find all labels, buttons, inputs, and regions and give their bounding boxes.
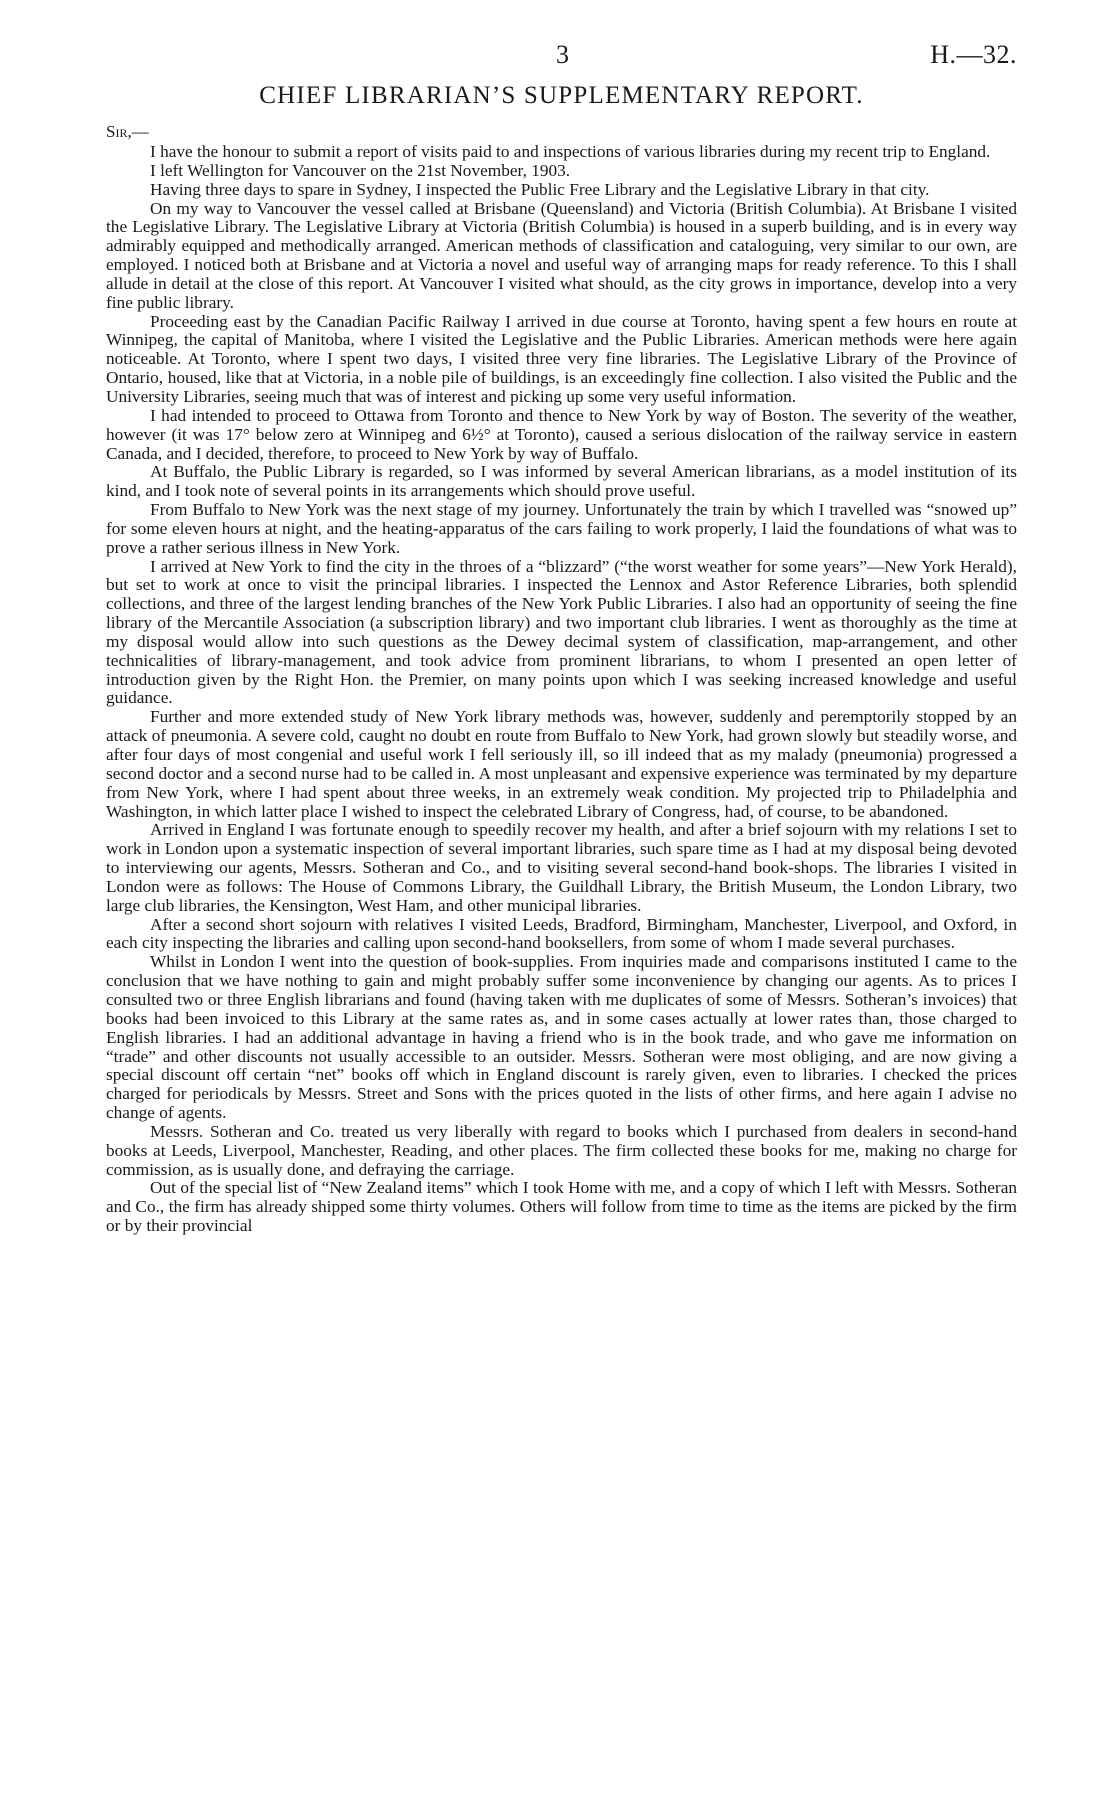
paragraph-buffalo: At Buffalo, the Public Library is regarded, so I was informed by several American librarians, as a model institution of its kind, and I took note of several points in its arrangements which should prove useful.	[106, 462, 1017, 501]
paragraph-sotheran: Messrs. Sotheran and Co. treated us very liberally with regard to books which I purchased from dealers in second-hand books at Leeds, Liverpool, Manchester, Reading, and other places. The firm collected these books for me, making no charge for commission, as is usually done, and defraying the carriage.	[106, 1121, 1017, 1179]
paragraph-toronto: Proceeding east by the Canadian Pacific Railway I arrived in due course at Toronto, having spent a few hours en route at Winnipeg, the capital of Manitoba, where I visited the Legislative and the Public Libraries. American methods were here again noticeable. At Toronto, where I spent two days, I visited three very fine libraries. The Legislative Library of the Province of Ontario, housed, like that at Victoria, in a noble pile of buildings, is an exceedingly fine collection. I also visited the Public and the University Libraries, seeing much that was of interest and picking up some very useful information.	[106, 311, 1017, 406]
paragraph-route-change: I had intended to proceed to Ottawa from Toronto and thence to New York by way of Boston. The severity of the weather, however (it was 17° below zero at Winnipeg and 6½° at Toronto), caused a serious dislocation of the railway service in eastern Canada, and I decided, therefore, to proceed to New York by way of Buffalo.	[106, 405, 1017, 463]
paragraph-book-supplies: Whilst in London I went into the question of book-supplies. From inquiries made and comparisons instituted I came to the conclusion that we have nothing to gain and might probably suffer some inconvenience by changing our agents. As to prices I consulted two or three English librarians and found (having taken with me duplicates of some of Messrs. Sotheran’s invoices) that books had been invoiced to this Library at the same rates as, and in some cases actually at lower rates than, those charged to English libraries. I had an additional advantage in having a friend who is in the book trade, and who gave me information on “trade” and other discounts not usually accessible to an outsider. Messrs. Sotheran were most obliging, and are now giving a special discount off certain “net” books off which in England discount is rarely given, even to libraries. I checked the prices charged for periodicals by Messrs. Street and Sons with the prices quoted in the lists of other firms, and here again I advise no change of agents.	[106, 952, 1017, 1123]
paragraph-provinces: After a second short sojourn with relatives I visited Leeds, Bradford, Birmingham, Manchester, Liverpool, and Oxford, in each city inspecting the libraries and calling upon second-hand booksellers, from some of whom I made several purchases.	[106, 914, 1017, 953]
document-reference: H.—32.	[930, 40, 1017, 69]
paragraph-intro: I have the honour to submit a report of visits paid to and inspections of various libraries during my recent trip to England.	[150, 142, 991, 161]
paragraph-illness: Further and more extended study of New York library methods was, however, suddenly and peremptorily stopped by an attack of pneumonia. A severe cold, caught no doubt en route from Buffalo to New York, had grown slowly but steadily worse, and after four days of most congenial and useful work I fell seriously ill, so ill indeed that as my malady (pneumonia) progressed a second doctor and a second nurse had to be called in. A most unpleasant and expensive experience was terminated by my departure from New York, where I had spent about three weeks, in an extremely weak condition. My projected trip to Philadelphia and Washington, in which latter place I wished to inspect the celebrated Library of Congress, had, of course, to be abandoned.	[106, 707, 1017, 821]
paragraph-new-york: I arrived at New York to find the city in the throes of a “blizzard” (“the worst weather for some years”—New York Herald), but set to work at once to visit the principal libraries. I inspected the Lennox and Astor Reference Libraries, both splendid collections, and three of the largest lending branches of the New York Public Libraries. I also had an opportunity of seeing the fine library of the Mercantile Association (a subscription library) and two important club libraries. I went as thoroughly as the time at my disposal would allow into such questions as the Dewey decimal system of classification, map-arrangement, and other technicalities of library-management, and took advice from prominent librarians, to whom I presented an open letter of introduction given by the Right Hon. the Premier, on many points upon which I was seeking increased knowledge and useful guidance.	[106, 556, 1017, 708]
page-number: 3	[556, 40, 569, 69]
report-page	[106, 40, 1017, 1236]
paragraph-brisbane-victoria: On my way to Vancouver the vessel called at Brisbane (Queensland) and Victoria (British Columbia). At Brisbane I visited the Legislative Library. The Legislative Library at Victoria (British Columbia) is housed in a superb building, and is in every way admirably equipped and methodically arranged. American methods of classification and cataloguing, very similar to our own, are employed. I noticed both at Brisbane and at Victoria a novel and useful way of arranging maps for ready reference. To this I shall allude in detail at the close of this report. At Vancouver I visited what should, as the city grows in importance, develop into a very fine public library.	[106, 198, 1017, 312]
paragraph-nz-items: Out of the special list of “New Zealand items” which I took Home with me, and a copy of which I left with Messrs. Sotheran and Co., the firm has already shipped some thirty volumes. Others will follow from time to time as the items are picked by the firm or by their provincial	[106, 1178, 1017, 1236]
paragraph-departure: I left Wellington for Vancouver on the 21st November, 1903.	[150, 160, 571, 180]
paragraph-sydney: Having three days to spare in Sydney, I inspected the Public Free Library and the Legislative Library in that city.	[150, 179, 930, 199]
report-body	[106, 143, 1017, 1236]
paragraph-journey: From Buffalo to New York was the next stage of my journey. Unfortunately the train by which I travelled was “snowed up” for some eleven hours at night, and the heating-apparatus of the cars failing to work properly, I laid the foundations of what was to prove a rather serious illness in New York.	[106, 500, 1017, 557]
running-header	[106, 40, 1017, 74]
paragraph-england: Arrived in England I was fortunate enough to speedily recover my health, and after a brief sojourn with my relations I set to work in London upon a systematic inspection of several important libraries, such spare time as I had at my disposal being devoted to interviewing our agents, Messrs. Sotheran and Co., and to visiting several second-hand book-shops. The libraries I visited in London were as follows: The House of Commons Library, the Guildhall Library, the British Museum, the London Library, two large club libraries, the Kensington, West Ham, and other municipal libraries.	[106, 820, 1017, 915]
report-title: CHIEF LIBRARIAN’S SUPPLEMENTARY REPORT.	[259, 82, 864, 109]
salutation: Sir,—	[106, 122, 149, 141]
